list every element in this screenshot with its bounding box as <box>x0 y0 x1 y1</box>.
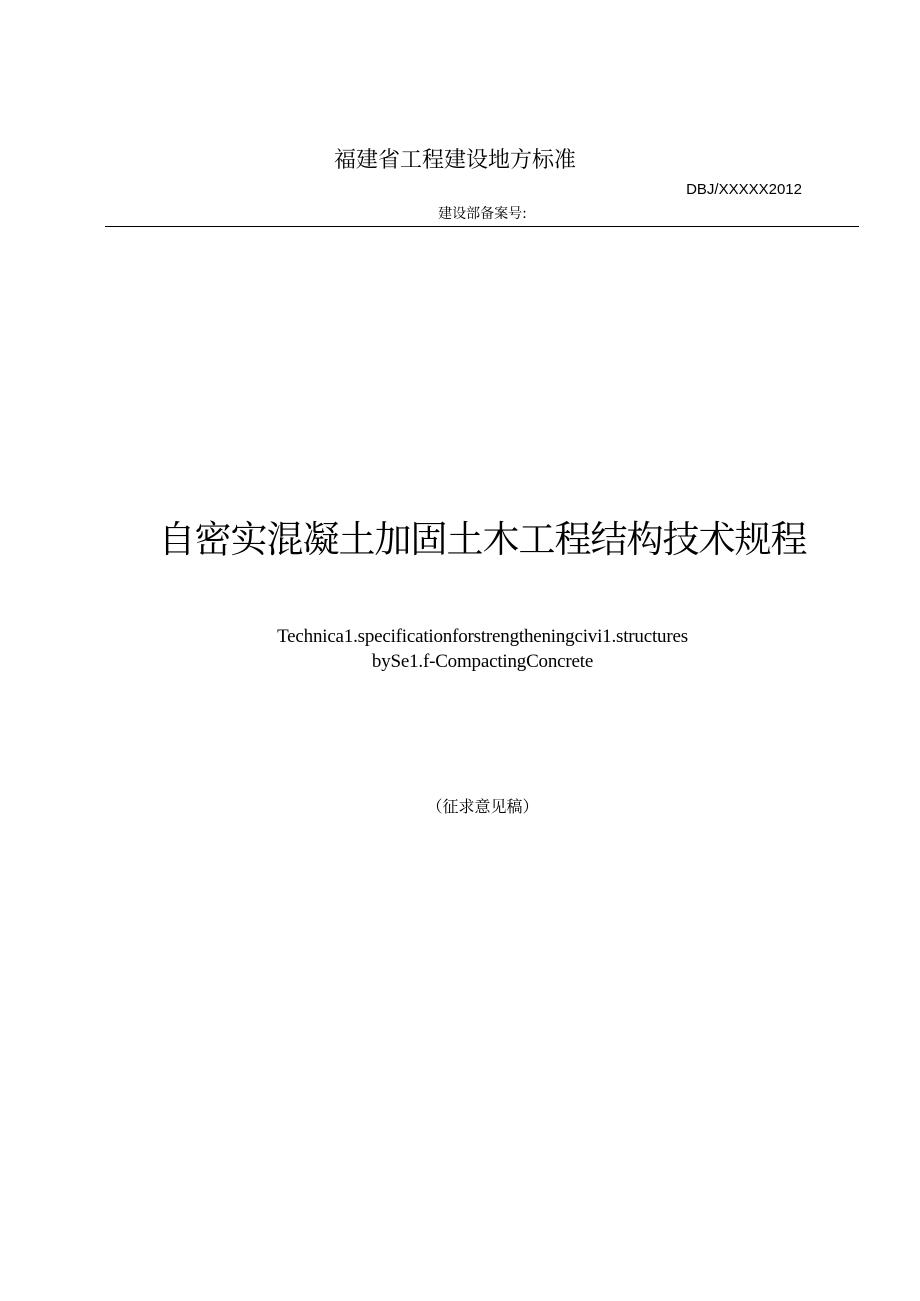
standard-code: DBJ/XXXXX2012 <box>686 181 802 198</box>
issuing-organization-title: 福建省工程建设地方标准 <box>333 148 576 173</box>
english-title <box>0 624 920 674</box>
english-title-line-1: Technica1.specificationforstrengtheningcivi1.structures <box>277 626 688 647</box>
english-title-line-2: bySe1.f-CompactingConcrete <box>371 651 594 672</box>
draft-status-note: （征求意见稿） <box>426 797 539 816</box>
main-title: 自密实混凝土加固土木工程结构技术规程 <box>158 518 807 561</box>
header-divider <box>105 226 859 227</box>
record-number-label: 建设部备案号: <box>438 206 527 222</box>
